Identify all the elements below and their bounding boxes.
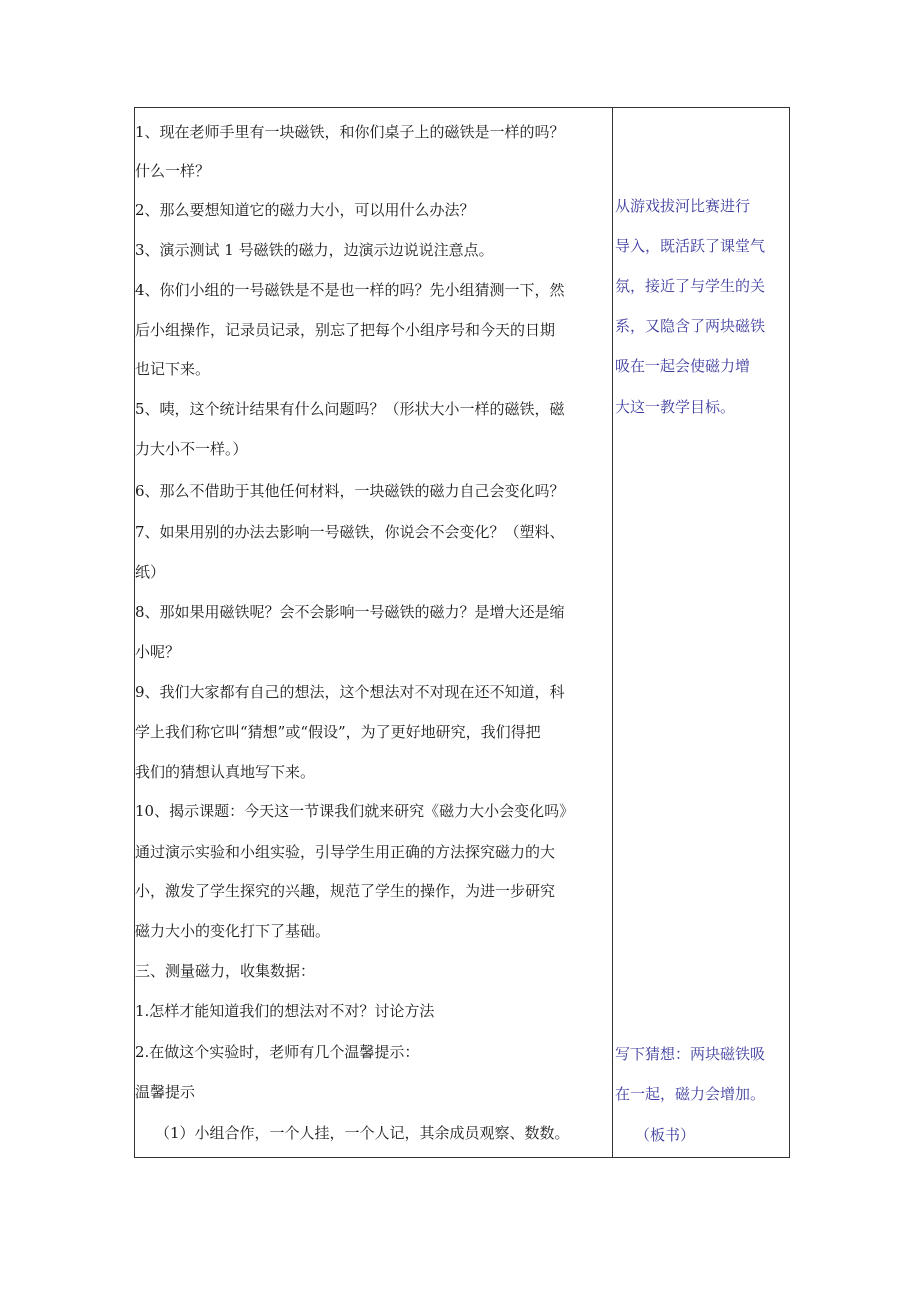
process-text-line: 也记下来。 bbox=[135, 360, 211, 378]
process-text-line: 小呢？ bbox=[135, 643, 181, 661]
process-text-line: 5、咦，这个统计结果有什么问题吗？（形状大小一样的磁铁，磁 bbox=[135, 400, 565, 418]
process-text-line: 8、那如果用磁铁呢？会不会影响一号磁铁的磁力？是增大还是缩 bbox=[135, 603, 565, 621]
process-text-line: 3、演示测试 1 号磁铁的磁力，边演示边说说注意点。 bbox=[135, 241, 494, 259]
process-text-line: （1）小组合作，一个人挂，一个人记，其余成员观察、数数。 bbox=[155, 1124, 570, 1142]
process-text-line: 小，激发了学生探究的兴趣，规范了学生的操作，为进一步研究 bbox=[135, 882, 556, 900]
intent-text-line: 写下猜想：两块磁铁吸 bbox=[615, 1045, 766, 1063]
process-text-line: 后小组操作，记录员记录，别忘了把每个小组序号和今天的日期 bbox=[135, 321, 556, 339]
process-text-line: 纸） bbox=[135, 563, 166, 581]
process-text-line: 1.怎样才能知道我们的想法对不对？讨论方法 bbox=[135, 1002, 435, 1020]
process-text-line: 6、那么不借助于其他任何材料，一块磁铁的磁力自己会变化吗？ bbox=[135, 482, 565, 500]
process-text-line: 通过演示实验和小组实验，引导学生用正确的方法探究磁力的大 bbox=[135, 843, 556, 861]
lesson-table bbox=[134, 107, 790, 1158]
intent-text-line: 大这一教学目标。 bbox=[615, 398, 736, 416]
intent-text-line: （板书） bbox=[635, 1126, 696, 1144]
process-text-line: 三、测量磁力，收集数据： bbox=[135, 962, 316, 980]
intent-text-line: 在一起，磁力会增加。 bbox=[615, 1085, 766, 1103]
process-text-line: 1、现在老师手里有一块磁铁，和你们桌子上的磁铁是一样的吗？ bbox=[135, 123, 565, 141]
process-text-line: 7、如果用别的办法去影响一号磁铁，你说会不会变化？（塑料、 bbox=[135, 523, 565, 541]
process-text-line: 2.在做这个实验时，老师有几个温馨提示： bbox=[135, 1043, 420, 1061]
process-text-line: 温馨提示 bbox=[135, 1083, 196, 1101]
process-text-line: 力大小不一样。） bbox=[135, 440, 248, 458]
process-text-line: 9、我们大家都有自己的想法，这个想法对不对现在还不知道，科 bbox=[135, 683, 565, 701]
intent-text-line: 导入，既活跃了课堂气 bbox=[615, 237, 766, 255]
process-text-line: 10、揭示课题：今天这一节课我们就来研究《磁力大小会变化吗》 bbox=[135, 802, 575, 820]
intent-text-line: 系，又隐含了两块磁铁 bbox=[615, 317, 766, 335]
intent-text-line: 从游戏拔河比赛进行 bbox=[615, 197, 751, 215]
process-text-line: 什么一样？ bbox=[135, 162, 211, 180]
intent-text-line: 吸在一起会使磁力增 bbox=[615, 357, 751, 375]
process-text-line: 磁力大小的变化打下了基础。 bbox=[135, 922, 331, 940]
process-text-line: 学上我们称它叫“猜想”或“假设”，为了更好地研究，我们得把 bbox=[135, 723, 541, 741]
column-divider bbox=[612, 108, 613, 1157]
process-text-line: 我们的猜想认真地写下来。 bbox=[135, 763, 316, 781]
process-text-line: 4、你们小组的一号磁铁是不是也一样的吗？先小组猜测一下，然 bbox=[135, 281, 565, 299]
intent-text-line: 氛，接近了与学生的关 bbox=[615, 277, 766, 295]
process-text-line: 2、那么要想知道它的磁力大小，可以用什么办法？ bbox=[135, 201, 475, 219]
